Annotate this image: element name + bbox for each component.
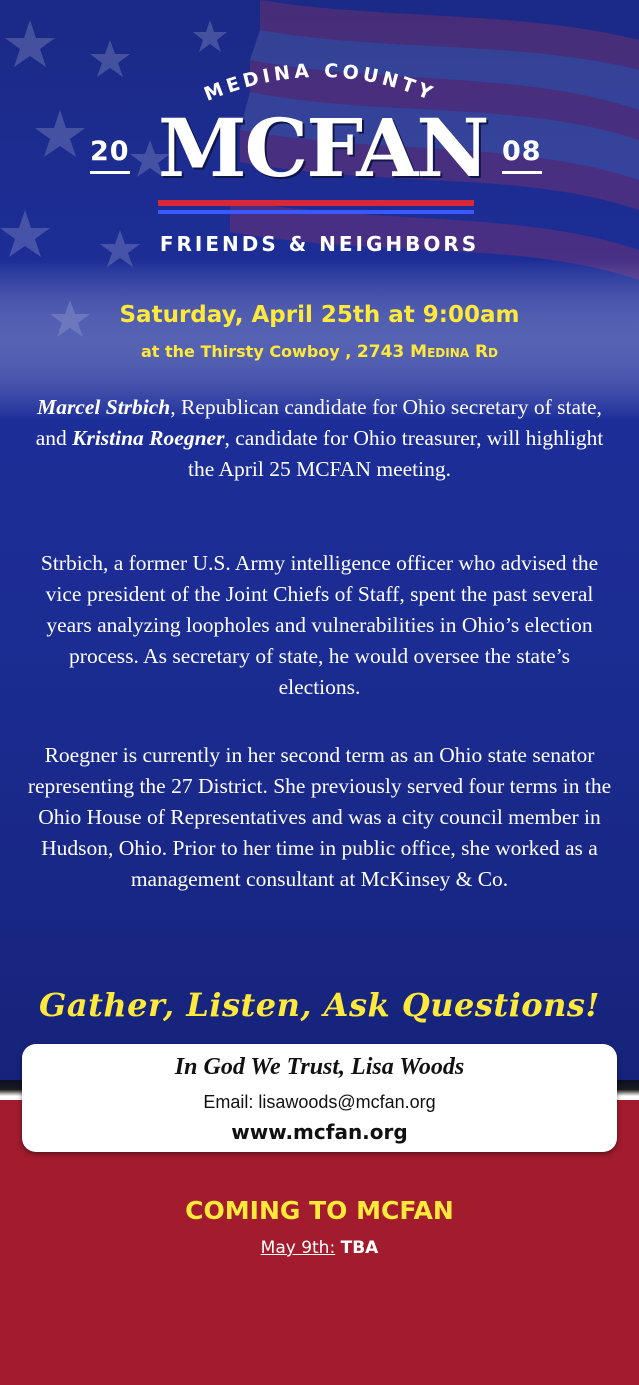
contact-card bbox=[22, 1044, 617, 1152]
upcoming-value: TBA bbox=[340, 1238, 379, 1258]
venue-address: 2743 Medina Rd bbox=[356, 342, 498, 362]
upcoming-date: May 9th: bbox=[260, 1238, 336, 1258]
upcoming-item bbox=[0, 1238, 639, 1258]
mcfan-logo: MCFAN bbox=[158, 101, 488, 195]
year-right: 08 bbox=[502, 136, 542, 174]
website-link[interactable]: www.mcfan.org bbox=[231, 1120, 408, 1144]
event-venue bbox=[0, 342, 639, 362]
candidate-name-1: Marcel Strbich bbox=[37, 395, 171, 419]
event-date: Saturday, April 25th at 9:00am bbox=[119, 302, 520, 328]
intro-paragraph bbox=[26, 392, 613, 485]
tagline: FRIENDS & NEIGHBORS bbox=[159, 232, 480, 256]
logo-underline-blue bbox=[158, 210, 474, 214]
intro-text-end: , candidate for Ohio treasurer, will highlight the April 25 MCFAN meeting. bbox=[188, 426, 604, 481]
coming-heading: COMING TO MCFAN bbox=[185, 1196, 454, 1225]
roegner-paragraph: Roegner is currently in her second term as an Ohio state senator representing the 27 District. She previously served four terms in the Ohio House of Representatives and was a city council member in Hudson, Ohio. Prior to her time in public office, she worked as a management consultant at McKinsey & Co. bbox=[27, 743, 612, 891]
contact-email[interactable]: Email: lisawoods@mcfan.org bbox=[203, 1092, 436, 1112]
org-name: MEDINA COUNTY bbox=[201, 59, 439, 106]
venue-prefix: at the Thirsty Cowboy , bbox=[140, 342, 357, 361]
sign-off: In God We Trust, Lisa Woods bbox=[174, 1054, 465, 1080]
strbich-paragraph: Strbich, a former U.S. Army intelligence officer who advised the vice president of the Joint Chiefs of Staff, spent the past several years analyzing loopholes and vulnerabilities in Ohio’s election process. As secretary of state, he would oversee the state’s elections. bbox=[40, 551, 599, 699]
logo-underline-red bbox=[158, 200, 474, 206]
candidate-name-2: Kristina Roegner bbox=[72, 426, 225, 450]
year-left: 20 bbox=[90, 136, 130, 174]
intro-text-mid: , Republican candidate for Ohio secretary of state, and bbox=[35, 395, 602, 450]
slogan: Gather, Listen, Ask Questions! bbox=[39, 986, 600, 1024]
svg-text:MEDINA COUNTY bbox=[201, 60, 439, 106]
